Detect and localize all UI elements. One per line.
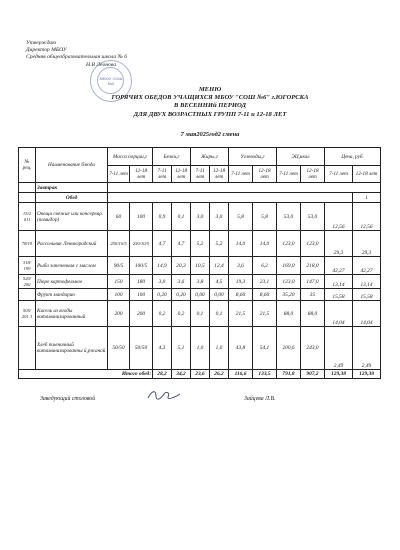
cell: 0,2 [172, 301, 191, 327]
age-header: 12-18 лет [353, 166, 381, 183]
meal-name: Хлеб пшеничный витаминизированны й,ржаной [36, 327, 108, 370]
cell: 0,1 [210, 301, 229, 327]
cell: 4,7 [153, 231, 172, 257]
cell: 4,7 [172, 231, 191, 257]
price-cell: 15,58 [325, 289, 353, 301]
meal-name: Пюре картофельное [36, 275, 108, 289]
title-line: ДЛЯ ДВУХ ВОЗРАСТНЫХ ГРУПП 7-11 и 12-18 ЛЕТ [133, 110, 287, 118]
title-line: МЕНЮ [198, 86, 222, 93]
cell: 218,0 [301, 257, 325, 275]
meal-name: Овощи свежие или консервир.(помидор) [36, 203, 108, 231]
cell: 250/10/5 [108, 231, 130, 257]
cell: 8,60 [253, 289, 277, 301]
recipe-header: № рец. [19, 148, 36, 183]
mass-header: Масса порции,г [108, 148, 153, 166]
total-cell: 129,38 [325, 370, 353, 379]
recipe-code: 78/19 [19, 231, 36, 257]
cell: 35 [301, 289, 325, 301]
cell: 3,0 [210, 203, 229, 231]
meal-name: Рыба запеченная с маслом [36, 257, 108, 275]
table-row [19, 231, 381, 257]
header-row [19, 148, 381, 166]
total-cell: 133,5 [253, 370, 277, 379]
signature-name: Зайцева Л.В. [244, 396, 276, 402]
cell: 21,5 [229, 301, 253, 327]
cell: 0,00 [191, 289, 210, 301]
price-cell: 13,14 [353, 275, 381, 289]
meal-name: Кисель из ягоды витаминизированный [36, 301, 108, 327]
total-label: Итого обед: [19, 370, 153, 379]
cell: 0,20 [153, 289, 172, 301]
price-cell: 14,04 [325, 301, 353, 327]
cell: 20,3 [172, 257, 191, 275]
recipe-code: 505/ 201 3 [19, 301, 36, 327]
cell: 35,20 [277, 289, 301, 301]
cell: 50/50 [130, 327, 153, 370]
age-header: 12-18 лет [130, 166, 153, 183]
section-row-lunch [19, 193, 381, 203]
cell: 0,1 [191, 301, 210, 327]
cell: 147,0 [301, 275, 325, 289]
age-header: 7-11 лет [191, 166, 210, 183]
table-row [19, 275, 381, 289]
recipe-code: 15/2 011 [19, 203, 36, 231]
approval-line: Утверждаю [26, 40, 57, 46]
total-row [19, 370, 381, 379]
price-cell: 29,3 [325, 231, 353, 257]
age-header: 7-11 лет [229, 166, 253, 183]
menu-date: 7 мая2025год2 смена [180, 131, 240, 138]
lunch-marker: 1 [353, 193, 381, 203]
table-row [19, 327, 381, 370]
handwritten-signature [144, 386, 184, 404]
age-header: 12-18 лет [210, 166, 229, 183]
fat-header: Жиры,г [191, 148, 229, 166]
age-header: 7-11 лет [108, 166, 130, 183]
cell: 123,0 [301, 231, 325, 257]
approval-line: Средняя общеобразовательная школа № 6 [26, 54, 127, 61]
cell: 5,2 [210, 231, 229, 257]
cell: 5,8 [253, 203, 277, 231]
cell: 14,9 [153, 257, 172, 275]
price-cell: 29,3 [353, 231, 381, 257]
recipe-code [19, 289, 36, 301]
cell: 6,2 [253, 257, 277, 275]
total-cell: 907,2 [301, 370, 325, 379]
cell: 0,9 [153, 203, 172, 231]
recipe-code [19, 327, 36, 370]
cell: 10,5 [191, 257, 210, 275]
meal-name: Рассольник Ленинградский [36, 231, 108, 257]
cell: 88,0 [277, 301, 301, 327]
cell: 169,0 [277, 257, 301, 275]
age-header: 7-11 лет [153, 166, 172, 183]
price-cell: 42,27 [353, 257, 381, 275]
energy-header: ЭЦ,ккал [277, 148, 325, 166]
cell: 53,0 [277, 203, 301, 231]
cell: 90/5 [108, 257, 130, 275]
section-label: Обед [36, 193, 108, 203]
cell: 8,60 [229, 289, 253, 301]
table-row [19, 301, 381, 327]
price-cell: 12,56 [353, 203, 381, 231]
price-cell: 2,49 [353, 327, 381, 370]
cell: 100 [108, 289, 130, 301]
cell: 3,6 [229, 257, 253, 275]
total-cell: 28,2 [153, 370, 172, 379]
cell: 0,1 [172, 203, 191, 231]
cell: 100 [130, 289, 153, 301]
name-header: Наименование блюда [36, 148, 108, 183]
total-cell: 26,2 [210, 370, 229, 379]
cell: 100 [130, 203, 153, 231]
table-row [19, 257, 381, 275]
cell: 3,0 [191, 203, 210, 231]
cell: 250/10/5 [130, 231, 153, 257]
cell: 150 [108, 275, 130, 289]
cell: 14,0 [253, 231, 277, 257]
price-cell: 42,27 [325, 257, 353, 275]
cell: 12,4 [210, 257, 229, 275]
recipe-code: 520/ 200 [19, 275, 36, 289]
cell: 180 [130, 275, 153, 289]
cell: 50/50 [108, 327, 130, 370]
title-line: В ВЕСЕННИй ПЕРИОД [173, 102, 247, 110]
age-header: 12-18 лет [172, 166, 191, 183]
cell: 21,5 [253, 301, 277, 327]
cell: 4,5 [210, 275, 229, 289]
cell: 54,1 [253, 327, 277, 370]
cell: 200,6 [277, 327, 301, 370]
cell: 123,0 [277, 231, 301, 257]
age-header: 12-18 лет [301, 166, 325, 183]
cell: 3,0 [153, 275, 172, 289]
cell: 19,3 [229, 275, 253, 289]
protein-header: Белки,г [153, 148, 191, 166]
title-line: ГОРЯЧИХ ОБЕДОВ УЧАЩИХСЯ МБОУ "СОШ №6" г.ЮГОРСКА [111, 94, 309, 102]
cell: 5,2 [191, 231, 210, 257]
cell: 0,2 [153, 301, 172, 327]
price-cell: 12,56 [325, 203, 353, 231]
cell: 3,6 [172, 275, 191, 289]
cell: 200 [108, 301, 130, 327]
cell: 60 [108, 203, 130, 231]
cell: 0,00 [210, 289, 229, 301]
carb-header: Углеводы,г [229, 148, 277, 166]
menu-title [60, 86, 360, 119]
total-cell: 129,38 [353, 370, 381, 379]
price-cell: 14,04 [353, 301, 381, 327]
cell: 0,20 [172, 289, 191, 301]
section-label: Завтрак [36, 183, 108, 193]
age-header: 7-11 лет [325, 166, 353, 183]
age-header: 7-11 лет [277, 166, 301, 183]
meal-name: Фрукт мандарин [36, 289, 108, 301]
price-cell: 13,14 [325, 275, 353, 289]
cell: 243,0 [301, 327, 325, 370]
price-cell: 15,58 [353, 289, 381, 301]
cell: 3,8 [191, 275, 210, 289]
price-cell: 2,49 [325, 327, 353, 370]
stamp-text: МБОУ СОШ №6 [99, 76, 123, 86]
total-cell: 791,8 [277, 370, 301, 379]
menu-table [18, 147, 381, 379]
cell: 43,8 [229, 327, 253, 370]
total-cell: 23,6 [191, 370, 210, 379]
cell: 88,0 [301, 301, 325, 327]
cell: 23,1 [253, 275, 277, 289]
cell: 200 [130, 301, 153, 327]
cell: 4,3 [153, 327, 172, 370]
cell: 14,0 [229, 231, 253, 257]
approval-line: Н.В Леонова [86, 61, 117, 68]
cell: 5,1 [172, 327, 191, 370]
cell: 123,0 [277, 275, 301, 289]
table-row [19, 289, 381, 301]
recipe-code: 318/ 199 [19, 257, 36, 275]
cell: 100/5 [130, 257, 153, 275]
age-header: 12-18 лет [253, 166, 277, 183]
total-cell: 116,6 [229, 370, 253, 379]
table-row [19, 203, 381, 231]
cell: 1,0 [210, 327, 229, 370]
section-row-breakfast [19, 183, 381, 193]
cell: 1,0 [191, 327, 210, 370]
total-cell: 34,2 [172, 370, 191, 379]
approval-line: Директор МБОУ [26, 47, 67, 54]
cell: 5,8 [229, 203, 253, 231]
cell: 53,0 [301, 203, 325, 231]
price-header: Цена, руб. [325, 148, 381, 166]
signature-role: Заведующий столовой [40, 396, 96, 402]
